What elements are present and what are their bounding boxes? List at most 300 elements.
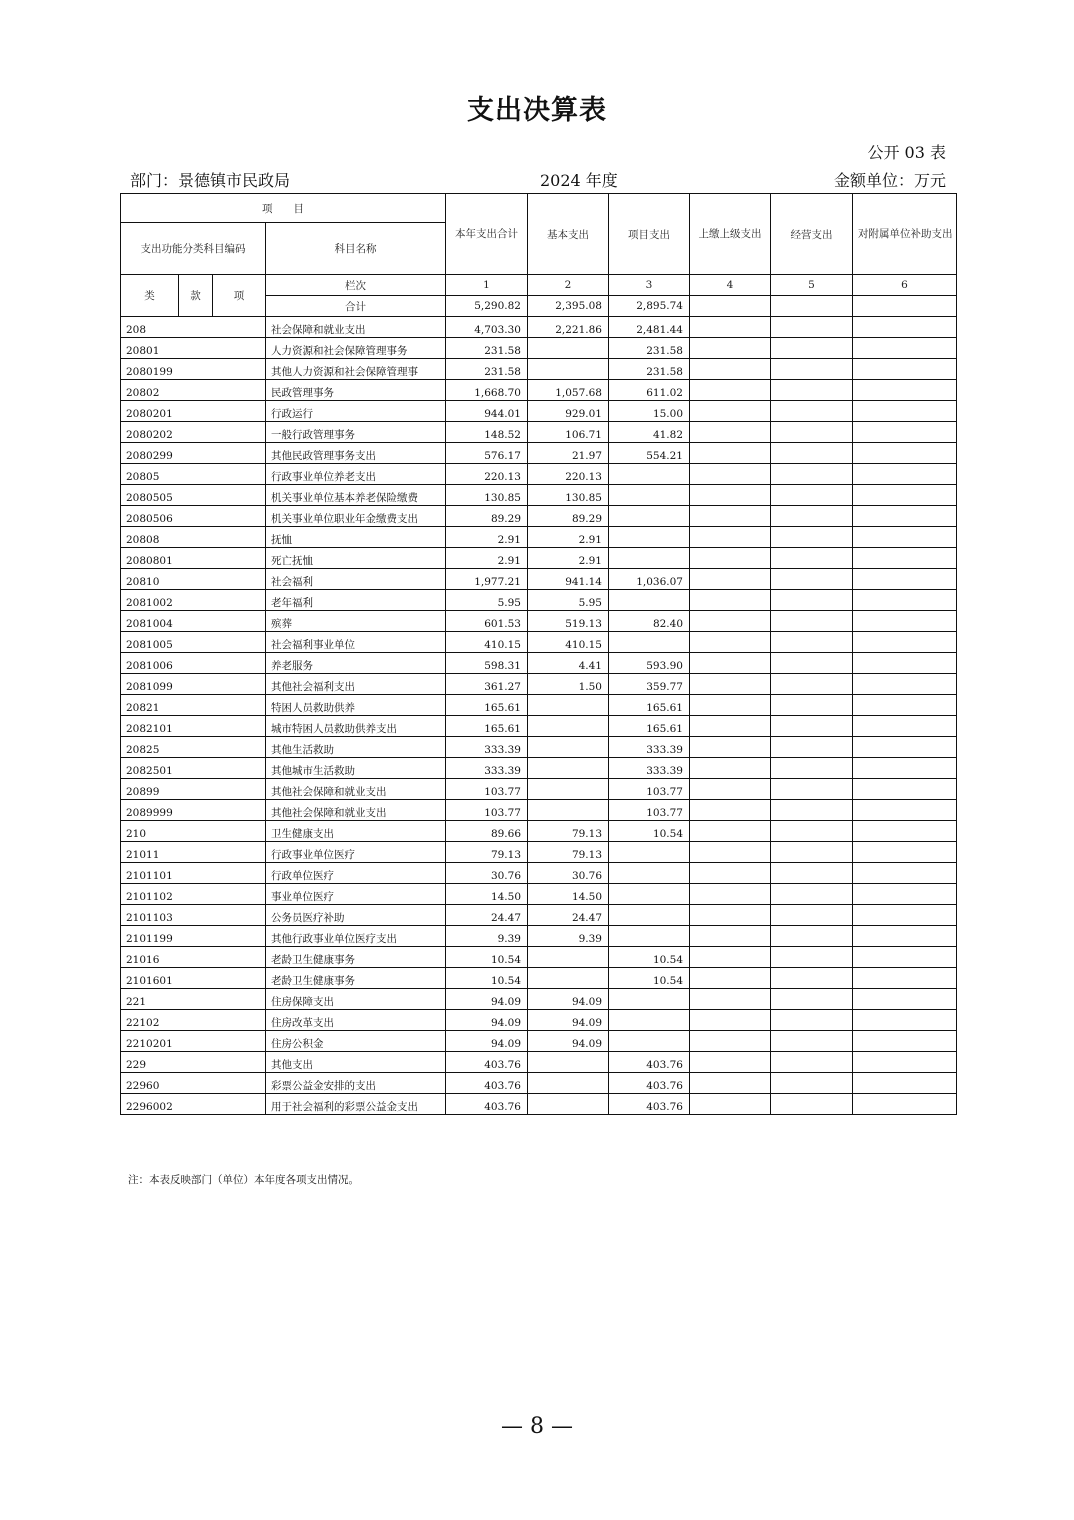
table-row: [121, 821, 957, 842]
row-total: 94.09: [446, 1031, 528, 1052]
row-total: 2.91: [446, 548, 528, 569]
row-business: [771, 968, 853, 989]
row-basic: 94.09: [528, 989, 609, 1010]
row-basic: 941.14: [528, 569, 609, 590]
row-project: [609, 926, 690, 947]
row-business: [771, 1052, 853, 1073]
total-basic: 2,395.08: [528, 296, 609, 317]
row-total: 30.76: [446, 863, 528, 884]
row-upper: [690, 653, 771, 674]
table-row: [121, 926, 957, 947]
row-project: [609, 485, 690, 506]
row-basic: [528, 968, 609, 989]
row-business: [771, 443, 853, 464]
row-name: 养老服务: [266, 653, 446, 674]
row-code: 2080299: [121, 443, 266, 464]
row-code: 2080505: [121, 485, 266, 506]
amount-unit: 金额单位：万元: [833, 171, 946, 190]
row-total: 1,668.70: [446, 380, 528, 401]
row-subsidy: [853, 338, 957, 359]
row-project: 593.90: [609, 653, 690, 674]
row-subsidy: [853, 1031, 957, 1052]
col-number: 6: [853, 275, 957, 296]
row-upper: [690, 1052, 771, 1073]
row-basic: 21.97: [528, 443, 609, 464]
row-business: [771, 842, 853, 863]
row-upper: [690, 506, 771, 527]
row-project: 554.21: [609, 443, 690, 464]
row-project: 333.39: [609, 758, 690, 779]
row-name: 其他社会保障和就业支出: [266, 800, 446, 821]
table-row: [121, 527, 957, 548]
row-upper: [690, 527, 771, 548]
row-code: 22102: [121, 1010, 266, 1031]
row-project: 103.77: [609, 800, 690, 821]
table-row: [121, 989, 957, 1010]
fiscal-year: 2024 年度: [540, 171, 618, 190]
row-project: 2,481.44: [609, 317, 690, 338]
row-name: 其他城市生活救助: [266, 758, 446, 779]
row-business: [771, 338, 853, 359]
row-upper: [690, 716, 771, 737]
row-total: 598.31: [446, 653, 528, 674]
row-basic: 79.13: [528, 821, 609, 842]
table-row: [121, 317, 957, 338]
row-business: [771, 716, 853, 737]
row-upper: [690, 800, 771, 821]
row-project: [609, 590, 690, 611]
row-total: 403.76: [446, 1052, 528, 1073]
table-row: [121, 590, 957, 611]
row-name: 人力资源和社会保障管理事务: [266, 338, 446, 359]
row-subsidy: [853, 674, 957, 695]
table-row: [121, 1094, 957, 1115]
form-number: 公开 03 表: [867, 143, 946, 162]
row-name: 民政管理事务: [266, 380, 446, 401]
header-lei: 类: [121, 275, 179, 317]
table-row: [121, 485, 957, 506]
row-business: [771, 863, 853, 884]
row-subsidy: [853, 464, 957, 485]
row-business: [771, 800, 853, 821]
row-total: 94.09: [446, 989, 528, 1010]
row-business: [771, 632, 853, 653]
row-code: 20821: [121, 695, 266, 716]
row-basic: [528, 779, 609, 800]
row-upper: [690, 842, 771, 863]
row-basic: 1,057.68: [528, 380, 609, 401]
row-total: 165.61: [446, 716, 528, 737]
row-basic: [528, 737, 609, 758]
row-total: 103.77: [446, 800, 528, 821]
row-code: 2080801: [121, 548, 266, 569]
row-business: [771, 464, 853, 485]
table-row: [121, 716, 957, 737]
row-code: 20802: [121, 380, 266, 401]
row-project: 165.61: [609, 716, 690, 737]
header-col-total: 本年支出合计: [446, 194, 528, 275]
row-basic: [528, 695, 609, 716]
row-project: 10.54: [609, 968, 690, 989]
row-total: 10.54: [446, 968, 528, 989]
row-basic: 519.13: [528, 611, 609, 632]
table-row: [121, 338, 957, 359]
total-amount: 5,290.82: [446, 296, 528, 317]
row-code: 2101103: [121, 905, 266, 926]
row-subsidy: [853, 821, 957, 842]
row-name: 用于社会福利的彩票公益金支出: [266, 1094, 446, 1115]
row-upper: [690, 1010, 771, 1031]
row-subsidy: [853, 947, 957, 968]
row-code: 2101601: [121, 968, 266, 989]
row-subsidy: [853, 632, 957, 653]
row-code: 21011: [121, 842, 266, 863]
row-name: 其他社会福利支出: [266, 674, 446, 695]
row-subsidy: [853, 1052, 957, 1073]
row-upper: [690, 863, 771, 884]
row-name: 老龄卫生健康事务: [266, 947, 446, 968]
row-subsidy: [853, 590, 957, 611]
header-col-business: 经营支出: [771, 194, 853, 275]
row-name: 机关事业单位职业年金缴费支出: [266, 506, 446, 527]
row-code: 2080202: [121, 422, 266, 443]
row-code: 2081005: [121, 632, 266, 653]
row-subsidy: [853, 380, 957, 401]
row-code: 2081004: [121, 611, 266, 632]
row-business: [771, 485, 853, 506]
row-business: [771, 317, 853, 338]
col-number: 5: [771, 275, 853, 296]
total-subsidy: [853, 296, 957, 317]
table-row: [121, 968, 957, 989]
table-row: [121, 653, 957, 674]
row-basic: 4.41: [528, 653, 609, 674]
row-upper: [690, 1031, 771, 1052]
row-upper: [690, 590, 771, 611]
table-row: [121, 548, 957, 569]
row-project: 10.54: [609, 821, 690, 842]
row-code: 20810: [121, 569, 266, 590]
row-project: 165.61: [609, 695, 690, 716]
row-business: [771, 1094, 853, 1115]
row-name: 住房公积金: [266, 1031, 446, 1052]
row-total: 165.61: [446, 695, 528, 716]
row-basic: 106.71: [528, 422, 609, 443]
table-row: [121, 443, 957, 464]
row-subsidy: [853, 926, 957, 947]
row-total: 361.27: [446, 674, 528, 695]
total-label: 合计: [266, 296, 446, 317]
table-row: [121, 569, 957, 590]
col-number: 3: [609, 275, 690, 296]
table-row: [121, 1010, 957, 1031]
row-total: 944.01: [446, 401, 528, 422]
row-upper: [690, 422, 771, 443]
table-row: [121, 695, 957, 716]
row-code: 2296002: [121, 1094, 266, 1115]
header-col-basic: 基本支出: [528, 194, 609, 275]
row-upper: [690, 338, 771, 359]
row-project: [609, 842, 690, 863]
table-row: [121, 632, 957, 653]
row-basic: 410.15: [528, 632, 609, 653]
row-subsidy: [853, 422, 957, 443]
row-upper: [690, 317, 771, 338]
row-project: 82.40: [609, 611, 690, 632]
row-name: 死亡抚恤: [266, 548, 446, 569]
row-business: [771, 674, 853, 695]
row-basic: [528, 947, 609, 968]
row-subsidy: [853, 842, 957, 863]
row-project: [609, 548, 690, 569]
row-business: [771, 569, 853, 590]
row-upper: [690, 464, 771, 485]
row-total: 5.95: [446, 590, 528, 611]
row-total: 24.47: [446, 905, 528, 926]
row-total: 403.76: [446, 1073, 528, 1094]
row-upper: [690, 1073, 771, 1094]
row-basic: 130.85: [528, 485, 609, 506]
row-name: 其他社会保障和就业支出: [266, 779, 446, 800]
row-upper: [690, 548, 771, 569]
row-business: [771, 926, 853, 947]
row-basic: 1.50: [528, 674, 609, 695]
row-total: 333.39: [446, 758, 528, 779]
page-number: — 8 —: [501, 1414, 573, 1439]
row-name: 社会福利: [266, 569, 446, 590]
row-name: 公务员医疗补助: [266, 905, 446, 926]
table-row: [121, 1073, 957, 1094]
row-code: 2082101: [121, 716, 266, 737]
row-project: 15.00: [609, 401, 690, 422]
row-name: 抚恤: [266, 527, 446, 548]
table-row: [121, 506, 957, 527]
total-upper: [690, 296, 771, 317]
row-business: [771, 821, 853, 842]
row-subsidy: [853, 695, 957, 716]
row-business: [771, 1031, 853, 1052]
row-subsidy: [853, 653, 957, 674]
row-project: [609, 863, 690, 884]
row-total: 4,703.30: [446, 317, 528, 338]
row-basic: [528, 800, 609, 821]
row-total: 2.91: [446, 527, 528, 548]
row-name: 住房改革支出: [266, 1010, 446, 1031]
row-total: 1,977.21: [446, 569, 528, 590]
row-business: [771, 989, 853, 1010]
row-business: [771, 758, 853, 779]
row-business: [771, 737, 853, 758]
row-upper: [690, 695, 771, 716]
row-subsidy: [853, 968, 957, 989]
row-business: [771, 779, 853, 800]
row-basic: [528, 716, 609, 737]
row-subsidy: [853, 1010, 957, 1031]
col-number: 1: [446, 275, 528, 296]
row-subsidy: [853, 548, 957, 569]
header-lanci: 栏次: [266, 275, 446, 296]
row-project: 359.77: [609, 674, 690, 695]
table-row: [121, 401, 957, 422]
row-basic: [528, 1094, 609, 1115]
row-basic: [528, 1052, 609, 1073]
row-project: 1,036.07: [609, 569, 690, 590]
row-basic: [528, 758, 609, 779]
row-upper: [690, 1094, 771, 1115]
table-row: [121, 359, 957, 380]
row-upper: [690, 926, 771, 947]
row-business: [771, 1010, 853, 1031]
row-subsidy: [853, 737, 957, 758]
table-row: [121, 947, 957, 968]
row-total: 14.50: [446, 884, 528, 905]
row-name: 特困人员救助供养: [266, 695, 446, 716]
row-total: 333.39: [446, 737, 528, 758]
row-basic: 89.29: [528, 506, 609, 527]
table-row: [121, 758, 957, 779]
row-upper: [690, 968, 771, 989]
table-row: [121, 800, 957, 821]
row-project: [609, 506, 690, 527]
row-code: 20801: [121, 338, 266, 359]
row-basic: 30.76: [528, 863, 609, 884]
row-business: [771, 401, 853, 422]
row-code: 229: [121, 1052, 266, 1073]
row-business: [771, 1073, 853, 1094]
row-upper: [690, 485, 771, 506]
row-subsidy: [853, 485, 957, 506]
table-row: [121, 737, 957, 758]
row-business: [771, 359, 853, 380]
row-code: 22960: [121, 1073, 266, 1094]
row-business: [771, 653, 853, 674]
row-subsidy: [853, 1073, 957, 1094]
row-upper: [690, 401, 771, 422]
row-total: 148.52: [446, 422, 528, 443]
row-subsidy: [853, 569, 957, 590]
row-subsidy: [853, 863, 957, 884]
row-upper: [690, 569, 771, 590]
header-col-subsidy: 对附属单位补助支出: [853, 194, 957, 275]
row-upper: [690, 758, 771, 779]
row-name: 其他生活救助: [266, 737, 446, 758]
row-subsidy: [853, 317, 957, 338]
row-total: 94.09: [446, 1010, 528, 1031]
row-basic: 2.91: [528, 527, 609, 548]
row-subsidy: [853, 800, 957, 821]
table-row: [121, 905, 957, 926]
row-code: 20808: [121, 527, 266, 548]
row-basic: 94.09: [528, 1031, 609, 1052]
expenditure-table: [120, 193, 957, 1115]
row-subsidy: [853, 779, 957, 800]
row-upper: [690, 443, 771, 464]
row-subsidy: [853, 506, 957, 527]
row-code: 21016: [121, 947, 266, 968]
row-business: [771, 380, 853, 401]
row-total: 231.58: [446, 359, 528, 380]
table-row: [121, 611, 957, 632]
row-total: 9.39: [446, 926, 528, 947]
row-code: 2080201: [121, 401, 266, 422]
table-row: [121, 1052, 957, 1073]
row-project: 403.76: [609, 1073, 690, 1094]
page-title: 支出决算表: [467, 95, 607, 126]
row-name: 卫生健康支出: [266, 821, 446, 842]
row-code: 2081099: [121, 674, 266, 695]
row-upper: [690, 884, 771, 905]
row-code: 2210201: [121, 1031, 266, 1052]
row-total: 403.76: [446, 1094, 528, 1115]
row-project: 103.77: [609, 779, 690, 800]
department-label: 部门：景德镇市民政局: [130, 171, 291, 190]
row-upper: [690, 947, 771, 968]
row-total: 79.13: [446, 842, 528, 863]
row-name: 行政运行: [266, 401, 446, 422]
row-basic: 14.50: [528, 884, 609, 905]
row-project: [609, 1031, 690, 1052]
row-upper: [690, 989, 771, 1010]
row-code: 2101101: [121, 863, 266, 884]
row-name: 行政单位医疗: [266, 863, 446, 884]
row-project: 403.76: [609, 1052, 690, 1073]
header-col-upper: 上缴上级支出: [690, 194, 771, 275]
row-basic: 9.39: [528, 926, 609, 947]
row-code: 2081002: [121, 590, 266, 611]
row-subsidy: [853, 716, 957, 737]
row-total: 89.29: [446, 506, 528, 527]
row-basic: 94.09: [528, 1010, 609, 1031]
row-code: 210: [121, 821, 266, 842]
row-business: [771, 905, 853, 926]
row-name: 住房保障支出: [266, 989, 446, 1010]
row-upper: [690, 611, 771, 632]
header-name: 科目名称: [266, 223, 446, 275]
row-project: 333.39: [609, 737, 690, 758]
row-code: 208: [121, 317, 266, 338]
table-row: [121, 779, 957, 800]
row-code: 2080199: [121, 359, 266, 380]
row-name: 老龄卫生健康事务: [266, 968, 446, 989]
table-row: [121, 380, 957, 401]
row-name: 社会福利事业单位: [266, 632, 446, 653]
row-total: 130.85: [446, 485, 528, 506]
row-subsidy: [853, 611, 957, 632]
row-name: 殡葬: [266, 611, 446, 632]
row-total: 10.54: [446, 947, 528, 968]
header-kuan: 款: [179, 275, 213, 317]
row-upper: [690, 632, 771, 653]
col-number: 4: [690, 275, 771, 296]
row-project: 231.58: [609, 338, 690, 359]
row-project: [609, 989, 690, 1010]
row-total: 576.17: [446, 443, 528, 464]
row-business: [771, 506, 853, 527]
row-basic: 24.47: [528, 905, 609, 926]
row-name: 行政事业单位医疗: [266, 842, 446, 863]
row-total: 89.66: [446, 821, 528, 842]
row-name: 其他民政管理事务支出: [266, 443, 446, 464]
row-basic: [528, 1073, 609, 1094]
row-basic: 220.13: [528, 464, 609, 485]
row-project: [609, 884, 690, 905]
table-row: [121, 842, 957, 863]
row-upper: [690, 359, 771, 380]
row-business: [771, 527, 853, 548]
header-col-project: 项目支出: [609, 194, 690, 275]
header-code: 支出功能分类科目编码: [121, 223, 266, 275]
row-basic: [528, 359, 609, 380]
